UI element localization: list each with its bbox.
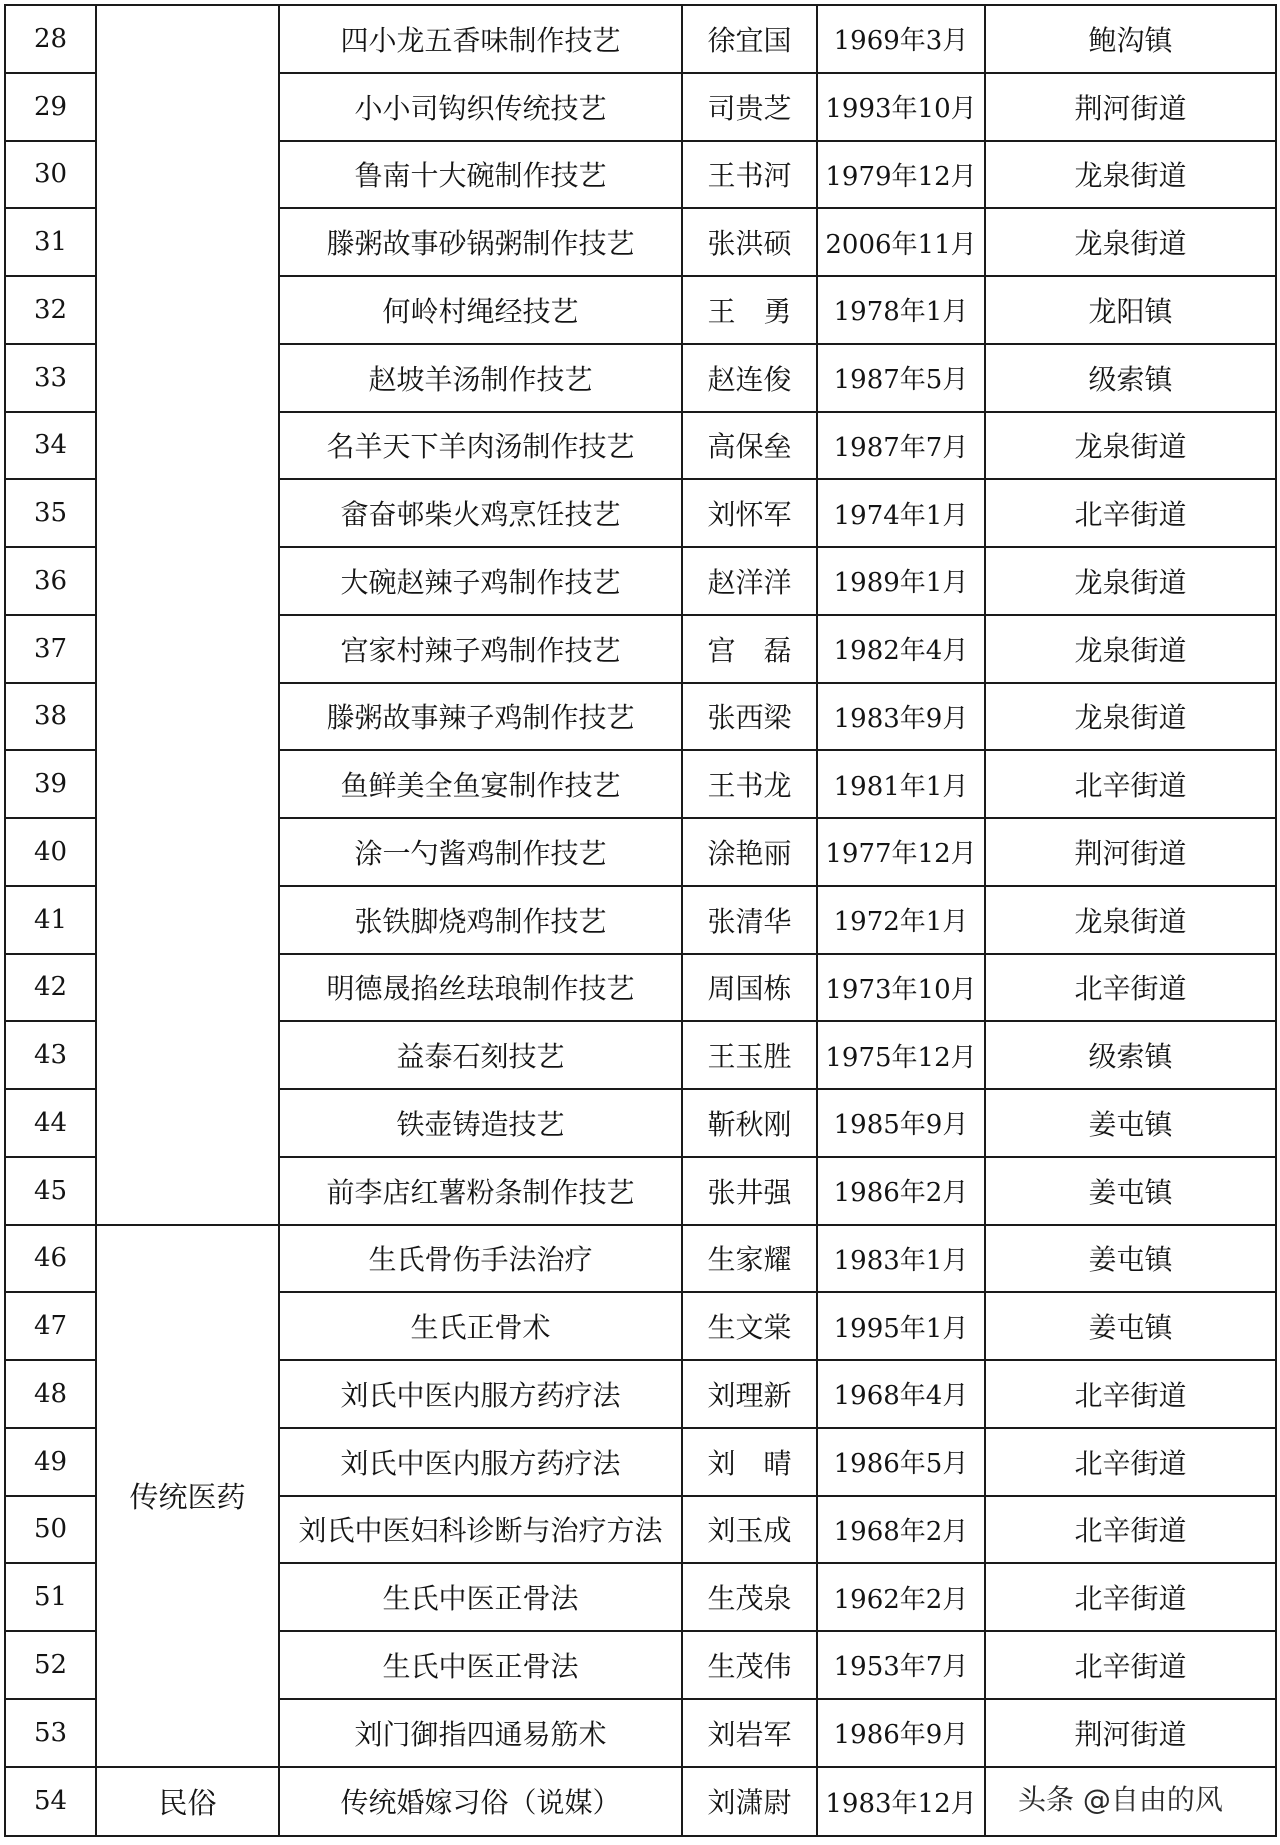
table-body	[5, 5, 1276, 1836]
location: 北辛街道	[985, 1563, 1276, 1631]
project-name: 张铁脚烧鸡制作技艺	[279, 886, 682, 954]
row-number: 30	[5, 141, 96, 209]
watermark-text: 头条 @自由的风	[1014, 1778, 1258, 1822]
location: 姜屯镇	[985, 1089, 1276, 1157]
project-name: 前李店红薯粉条制作技艺	[279, 1157, 682, 1225]
birth-date: 1985年9月	[817, 1089, 985, 1157]
birth-date: 1962年2月	[817, 1563, 985, 1631]
location: 鲍沟镇	[985, 5, 1276, 73]
project-name: 涂一勺酱鸡制作技艺	[279, 818, 682, 886]
project-name: 传统婚嫁习俗（说媒）	[279, 1767, 682, 1837]
birth-date: 1989年1月	[817, 547, 985, 615]
birth-date: 1979年12月	[817, 141, 985, 209]
location: 姜屯镇	[985, 1157, 1276, 1225]
project-name: 何岭村绳经技艺	[279, 276, 682, 344]
inheritor-name: 刘理新	[682, 1360, 817, 1428]
project-name: 刘门御指四通易筋术	[279, 1699, 682, 1767]
heritage-inheritor-table	[4, 4, 1277, 1837]
inheritor-name: 刘潇尉	[682, 1767, 817, 1837]
location: 姜屯镇	[985, 1292, 1276, 1360]
inheritor-name: 宫 磊	[682, 615, 817, 683]
row-number: 54	[5, 1767, 96, 1837]
row-number: 35	[5, 479, 96, 547]
row-number: 39	[5, 750, 96, 818]
birth-date: 1993年10月	[817, 73, 985, 141]
birth-date: 1975年12月	[817, 1021, 985, 1089]
project-name: 滕粥故事辣子鸡制作技艺	[279, 683, 682, 751]
row-number: 32	[5, 276, 96, 344]
location: 级索镇	[985, 344, 1276, 412]
birth-date: 1953年7月	[817, 1631, 985, 1699]
project-name: 生氏中医正骨法	[279, 1563, 682, 1631]
inheritor-name: 司贵芝	[682, 73, 817, 141]
table-row	[5, 5, 1276, 73]
birth-date: 1973年10月	[817, 954, 985, 1022]
birth-date: 1983年12月	[817, 1767, 985, 1837]
birth-date: 1995年1月	[817, 1292, 985, 1360]
category-cell	[96, 5, 279, 1225]
birth-date: 1974年1月	[817, 479, 985, 547]
project-name: 大碗赵辣子鸡制作技艺	[279, 547, 682, 615]
row-number: 36	[5, 547, 96, 615]
project-name: 宫家村辣子鸡制作技艺	[279, 615, 682, 683]
inheritor-name: 刘岩军	[682, 1699, 817, 1767]
inheritor-name: 高保垒	[682, 412, 817, 480]
inheritor-name: 王玉胜	[682, 1021, 817, 1089]
inheritor-name: 生文棠	[682, 1292, 817, 1360]
inheritor-name: 徐宜国	[682, 5, 817, 73]
birth-date: 1987年5月	[817, 344, 985, 412]
birth-date: 1981年1月	[817, 750, 985, 818]
row-number: 52	[5, 1631, 96, 1699]
inheritor-name: 王 勇	[682, 276, 817, 344]
birth-date: 1983年9月	[817, 683, 985, 751]
inheritor-name: 生茂泉	[682, 1563, 817, 1631]
project-name: 益泰石刻技艺	[279, 1021, 682, 1089]
project-name: 滕粥故事砂锅粥制作技艺	[279, 208, 682, 276]
inheritor-name: 周国栋	[682, 954, 817, 1022]
row-number: 46	[5, 1225, 96, 1293]
inheritor-name: 张井强	[682, 1157, 817, 1225]
category-cell: 民俗	[96, 1767, 279, 1837]
location: 级索镇	[985, 1021, 1276, 1089]
birth-date: 1986年5月	[817, 1428, 985, 1496]
inheritor-name: 涂艳丽	[682, 818, 817, 886]
location: 北辛街道	[985, 479, 1276, 547]
row-number: 44	[5, 1089, 96, 1157]
row-number: 29	[5, 73, 96, 141]
project-name: 赵坡羊汤制作技艺	[279, 344, 682, 412]
project-name: 畲奋邨柴火鸡烹饪技艺	[279, 479, 682, 547]
inheritor-name: 赵连俊	[682, 344, 817, 412]
inheritor-name: 刘玉成	[682, 1496, 817, 1564]
row-number: 37	[5, 615, 96, 683]
inheritor-name: 王书河	[682, 141, 817, 209]
birth-date: 1969年3月	[817, 5, 985, 73]
location: 龙泉街道	[985, 141, 1276, 209]
inheritor-name: 张洪硕	[682, 208, 817, 276]
row-number: 28	[5, 5, 96, 73]
birth-date: 1983年1月	[817, 1225, 985, 1293]
location: 龙泉街道	[985, 412, 1276, 480]
location: 龙泉街道	[985, 547, 1276, 615]
birth-date: 1986年9月	[817, 1699, 985, 1767]
inheritor-name: 刘 晴	[682, 1428, 817, 1496]
birth-date: 1968年4月	[817, 1360, 985, 1428]
inheritor-name: 张清华	[682, 886, 817, 954]
project-name: 鱼鲜美全鱼宴制作技艺	[279, 750, 682, 818]
birth-date: 1968年2月	[817, 1496, 985, 1564]
location: 龙阳镇	[985, 276, 1276, 344]
row-number: 38	[5, 683, 96, 751]
row-number: 48	[5, 1360, 96, 1428]
project-name: 名羊天下羊肉汤制作技艺	[279, 412, 682, 480]
location: 荆河街道	[985, 73, 1276, 141]
inheritor-name: 王书龙	[682, 750, 817, 818]
project-name: 生氏正骨术	[279, 1292, 682, 1360]
row-number: 42	[5, 954, 96, 1022]
location: 北辛街道	[985, 1428, 1276, 1496]
row-number: 40	[5, 818, 96, 886]
project-name: 生氏骨伤手法治疗	[279, 1225, 682, 1293]
inheritor-name: 刘怀军	[682, 479, 817, 547]
location: 北辛街道	[985, 1496, 1276, 1564]
birth-date: 1986年2月	[817, 1157, 985, 1225]
location: 龙泉街道	[985, 208, 1276, 276]
row-number: 41	[5, 886, 96, 954]
inheritor-name: 靳秋刚	[682, 1089, 817, 1157]
row-number: 33	[5, 344, 96, 412]
inheritor-name: 赵洋洋	[682, 547, 817, 615]
location: 北辛街道	[985, 1360, 1276, 1428]
row-number: 51	[5, 1563, 96, 1631]
location: 北辛街道	[985, 954, 1276, 1022]
inheritor-name: 张西梁	[682, 683, 817, 751]
inheritor-name: 生家耀	[682, 1225, 817, 1293]
row-number: 47	[5, 1292, 96, 1360]
row-number: 43	[5, 1021, 96, 1089]
project-name: 刘氏中医内服方药疗法	[279, 1428, 682, 1496]
project-name: 生氏中医正骨法	[279, 1631, 682, 1699]
row-number: 34	[5, 412, 96, 480]
table-row	[5, 1225, 1276, 1293]
location: 龙泉街道	[985, 615, 1276, 683]
project-name: 铁壶铸造技艺	[279, 1089, 682, 1157]
birth-date: 1972年1月	[817, 886, 985, 954]
row-number: 53	[5, 1699, 96, 1767]
row-number: 50	[5, 1496, 96, 1564]
location: 龙泉街道	[985, 683, 1276, 751]
location: 北辛街道	[985, 750, 1276, 818]
location: 荆河街道	[985, 1699, 1276, 1767]
row-number: 49	[5, 1428, 96, 1496]
location: 北辛街道	[985, 1631, 1276, 1699]
project-name: 鲁南十大碗制作技艺	[279, 141, 682, 209]
birth-date: 1987年7月	[817, 412, 985, 480]
project-name: 小小司钩织传统技艺	[279, 73, 682, 141]
birth-date: 1978年1月	[817, 276, 985, 344]
row-number: 45	[5, 1157, 96, 1225]
category-cell: 传统医药	[96, 1225, 279, 1767]
location: 荆河街道	[985, 818, 1276, 886]
row-number: 31	[5, 208, 96, 276]
project-name: 明德晟掐丝珐琅制作技艺	[279, 954, 682, 1022]
birth-date: 1977年12月	[817, 818, 985, 886]
inheritor-name: 生茂伟	[682, 1631, 817, 1699]
project-name: 刘氏中医内服方药疗法	[279, 1360, 682, 1428]
birth-date: 2006年11月	[817, 208, 985, 276]
project-name: 刘氏中医妇科诊断与治疗方法	[279, 1496, 682, 1564]
birth-date: 1982年4月	[817, 615, 985, 683]
location: 龙泉街道	[985, 886, 1276, 954]
project-name: 四小龙五香味制作技艺	[279, 5, 682, 73]
location: 姜屯镇	[985, 1225, 1276, 1293]
